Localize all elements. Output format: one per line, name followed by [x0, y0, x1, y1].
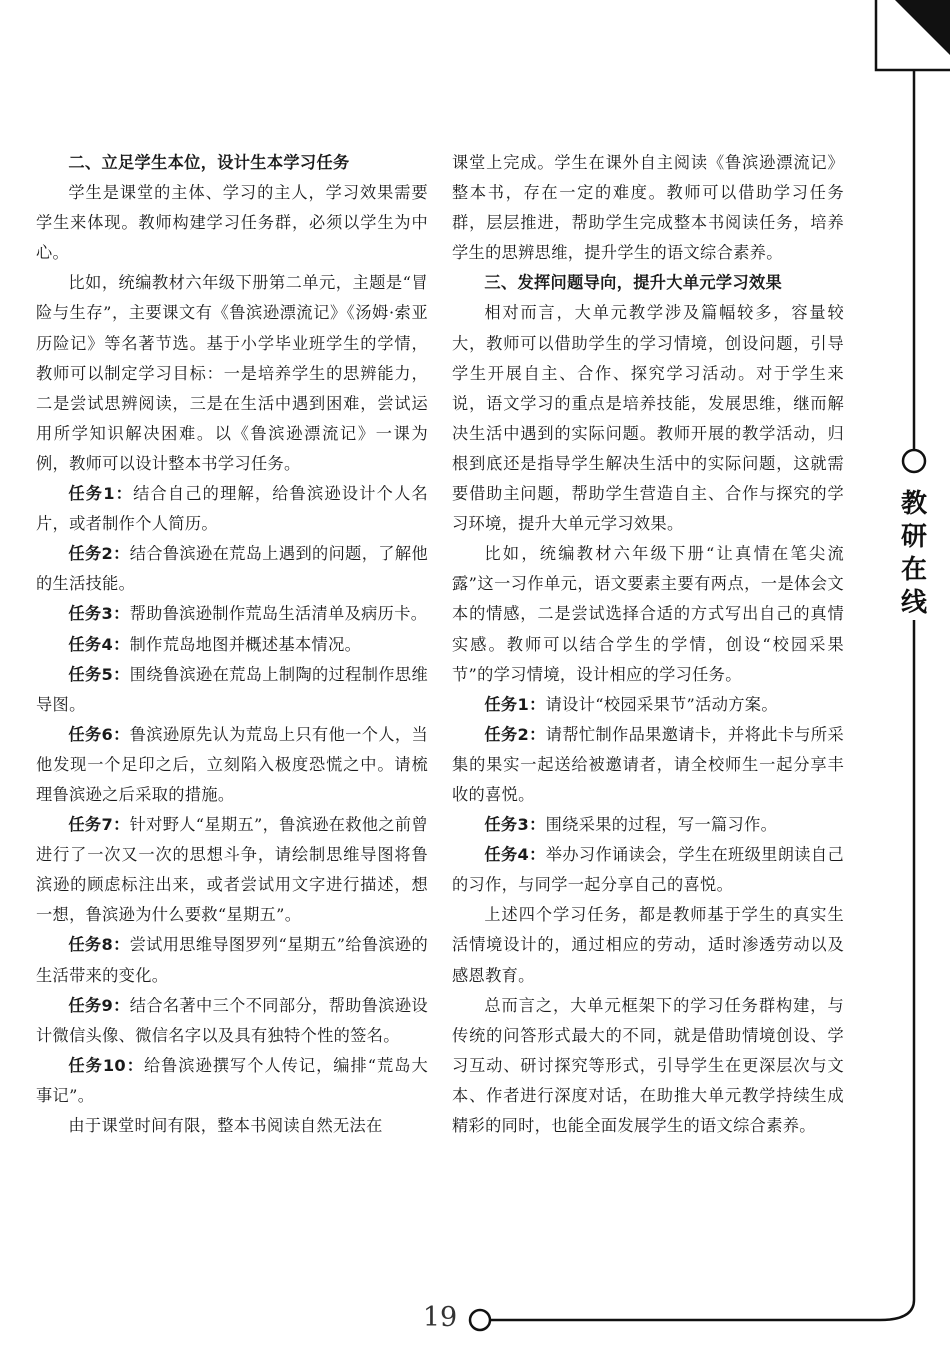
body-paragraph: 上述四个学习任务，都是教师基于学生的真实生活情境设计的，通过相应的劳动，适时渗透劳动以及感恩教育。	[452, 905, 844, 985]
corner-triangle	[895, 0, 950, 55]
task-label: 任务6：	[68, 724, 130, 744]
task-paragraph	[36, 991, 428, 1051]
task-label: 任务4：	[484, 845, 546, 865]
task-text: 鲁滨逊原先认为荒岛上只有他一个人，当他发现一个足印之后，立刻陷入极度恐慌之中。请梳理鲁滨逊之后采取的措施。	[36, 724, 428, 804]
task-paragraph	[36, 810, 428, 930]
bottom-curve	[490, 1300, 914, 1320]
task-label: 任务3：	[68, 604, 130, 624]
corner-bracket	[876, 0, 950, 70]
task-paragraph	[36, 479, 428, 539]
task-paragraph	[452, 840, 844, 900]
task-text: 举办习作诵读会，学生在班级里朗读自己的习作，与同学一起分享自己的喜悦。	[452, 845, 844, 895]
task-label: 任务7：	[68, 815, 130, 835]
task-paragraph	[36, 599, 428, 629]
left-column	[36, 148, 428, 1141]
section-label-char: 研	[900, 522, 927, 552]
task-text: 针对野人“星期五”，鲁滨逊在救他之前曾进行了一次又一次的思想斗争，请绘制思维导图将鲁滨逊的顾虑标注出来，或者尝试用文字进行描述，想一想，鲁滨逊为什么要救“星期五”。	[36, 815, 429, 925]
task-label: 任务2：	[484, 724, 546, 744]
page-number-circle	[470, 1310, 490, 1330]
task-label: 任务8：	[68, 935, 130, 955]
task-label: 任务10：	[68, 1055, 144, 1075]
task-label: 任务1：	[484, 694, 546, 714]
task-paragraph	[36, 930, 428, 990]
task-text: 给鲁滨逊撰写个人传记，编排“荒岛大事记”。	[36, 1055, 428, 1105]
task-text: 制作荒岛地图并概述基本情况。	[129, 634, 362, 654]
task-text: 结合鲁滨逊在荒岛上遇到的问题，了解他的生活技能。	[36, 544, 428, 594]
body-paragraph: 由于课堂时间有限，整本书阅读自然无法在	[68, 1116, 383, 1135]
task-label: 任务3：	[484, 815, 546, 835]
task-paragraph	[452, 690, 844, 720]
task-paragraph	[36, 630, 428, 660]
body-paragraph: 比如，统编教材六年级下册“让真情在笔尖流露”这一习作单元，语文要素主要有两点，一是体会文本的情感，二是尝试选择合适的方式写出自己的真情实感。教师可以结合学生的学情，创设“校园采果节”的学习情境，设计相应的学习任务。	[452, 544, 844, 684]
body-paragraph: 相对而言，大单元教学涉及篇幅较多，容量较大，教师可以借助学生的学习情境，创设问题，引导学生开展自主、合作、探究学习活动。对于学生来说，语文学习的重点是培养技能，发展思维，继而解决生活中遇到的实际问题。教师开展的教学活动，归根到底还是指导学生解决生活中的实际问题，这就需要借助主问题，帮助学生营造自主、合作与探究的学习环境，提升大单元学习效果。	[452, 303, 844, 534]
body-paragraph: 总而言之，大单元框架下的学习任务群构建，与传统的问答形式最大的不同，就是借助情境创设、学习互动、研讨探究等形式，引导学生在更深层次与文本、作者进行深度对话，在助推大单元教学持续生成精彩的同时，也能全面发展学生的语文综合素养。	[452, 995, 844, 1135]
section-label-char: 线	[900, 588, 927, 618]
task-text: 结合自己的理解，给鲁滨逊设计个人名片，或者制作个人简历。	[36, 484, 429, 534]
task-paragraph	[36, 1051, 428, 1111]
task-text: 围绕采果的过程，写一篇习作。	[545, 815, 778, 835]
task-label: 任务1：	[68, 484, 134, 504]
task-paragraph	[452, 810, 844, 840]
section-heading: 二、立足学生本位，设计生本学习任务	[68, 153, 350, 172]
task-text: 结合名著中三个不同部分，帮助鲁滨逊设计微信头像、微信名字以及具有独特个性的签名。	[36, 995, 428, 1045]
task-text: 围绕鲁滨逊在荒岛上制陶的过程制作思维导图。	[36, 664, 428, 714]
task-text: 请帮忙制作品果邀请卡，并将此卡与所采集的果实一起送给被邀请者，请全校师生一起分享丰收的喜悦。	[452, 724, 844, 804]
task-label: 任务5：	[68, 664, 130, 684]
page-number: 19	[422, 1302, 458, 1333]
section-heading: 三、发挥问题导向，提升大单元学习效果	[484, 273, 783, 293]
task-text: 帮助鲁滨逊制作荒岛生活清单及病历卡。	[129, 604, 428, 624]
task-paragraph	[36, 539, 428, 599]
task-label: 任务2：	[68, 544, 130, 564]
task-text: 尝试用思维导图罗列“星期五”给鲁滨逊的生活带来的变化。	[36, 935, 429, 985]
task-paragraph	[452, 720, 844, 810]
task-paragraph	[36, 720, 428, 810]
task-text: 请设计“校园采果节”活动方案。	[545, 694, 778, 714]
side-rule-circle	[903, 450, 925, 472]
section-label-char: 教	[900, 489, 927, 519]
task-label: 任务4：	[68, 634, 130, 654]
corner-diagonal	[900, 0, 950, 52]
task-paragraph	[36, 660, 428, 720]
task-label: 任务9：	[68, 995, 130, 1015]
continued-paragraph: 课堂上完成。学生在课外自主阅读《鲁滨逊漂流记》整本书，存在一定的难度。教师可以借助学习任务群，层层推进，帮助学生完成整本书阅读任务，培养学生的思辨思维，提升学生的语文综合素养。	[452, 153, 844, 263]
body-paragraph: 学生是课堂的主体、学习的主人，学习效果需要学生来体现。教师构建学习任务群，必须以学生为中心。	[36, 183, 428, 263]
section-label-char: 在	[900, 555, 927, 585]
body-paragraph: 比如，统编教材六年级下册第二单元，主题是“冒险与生存”，主要课文有《鲁滨逊漂流记》《汤姆·索亚历险记》等名著节选。基于小学毕业班学生的学情，教师可以制定学习目标：一是培养学生的思辨能力，二是尝试思辨阅读，三是在生活中遇到困难，尝试运用所学知识解决困难。以《鲁滨逊漂流记》一课为例，教师可以设计整本书学习任务。	[36, 273, 428, 473]
right-column	[452, 148, 844, 1141]
section-label	[898, 488, 930, 620]
